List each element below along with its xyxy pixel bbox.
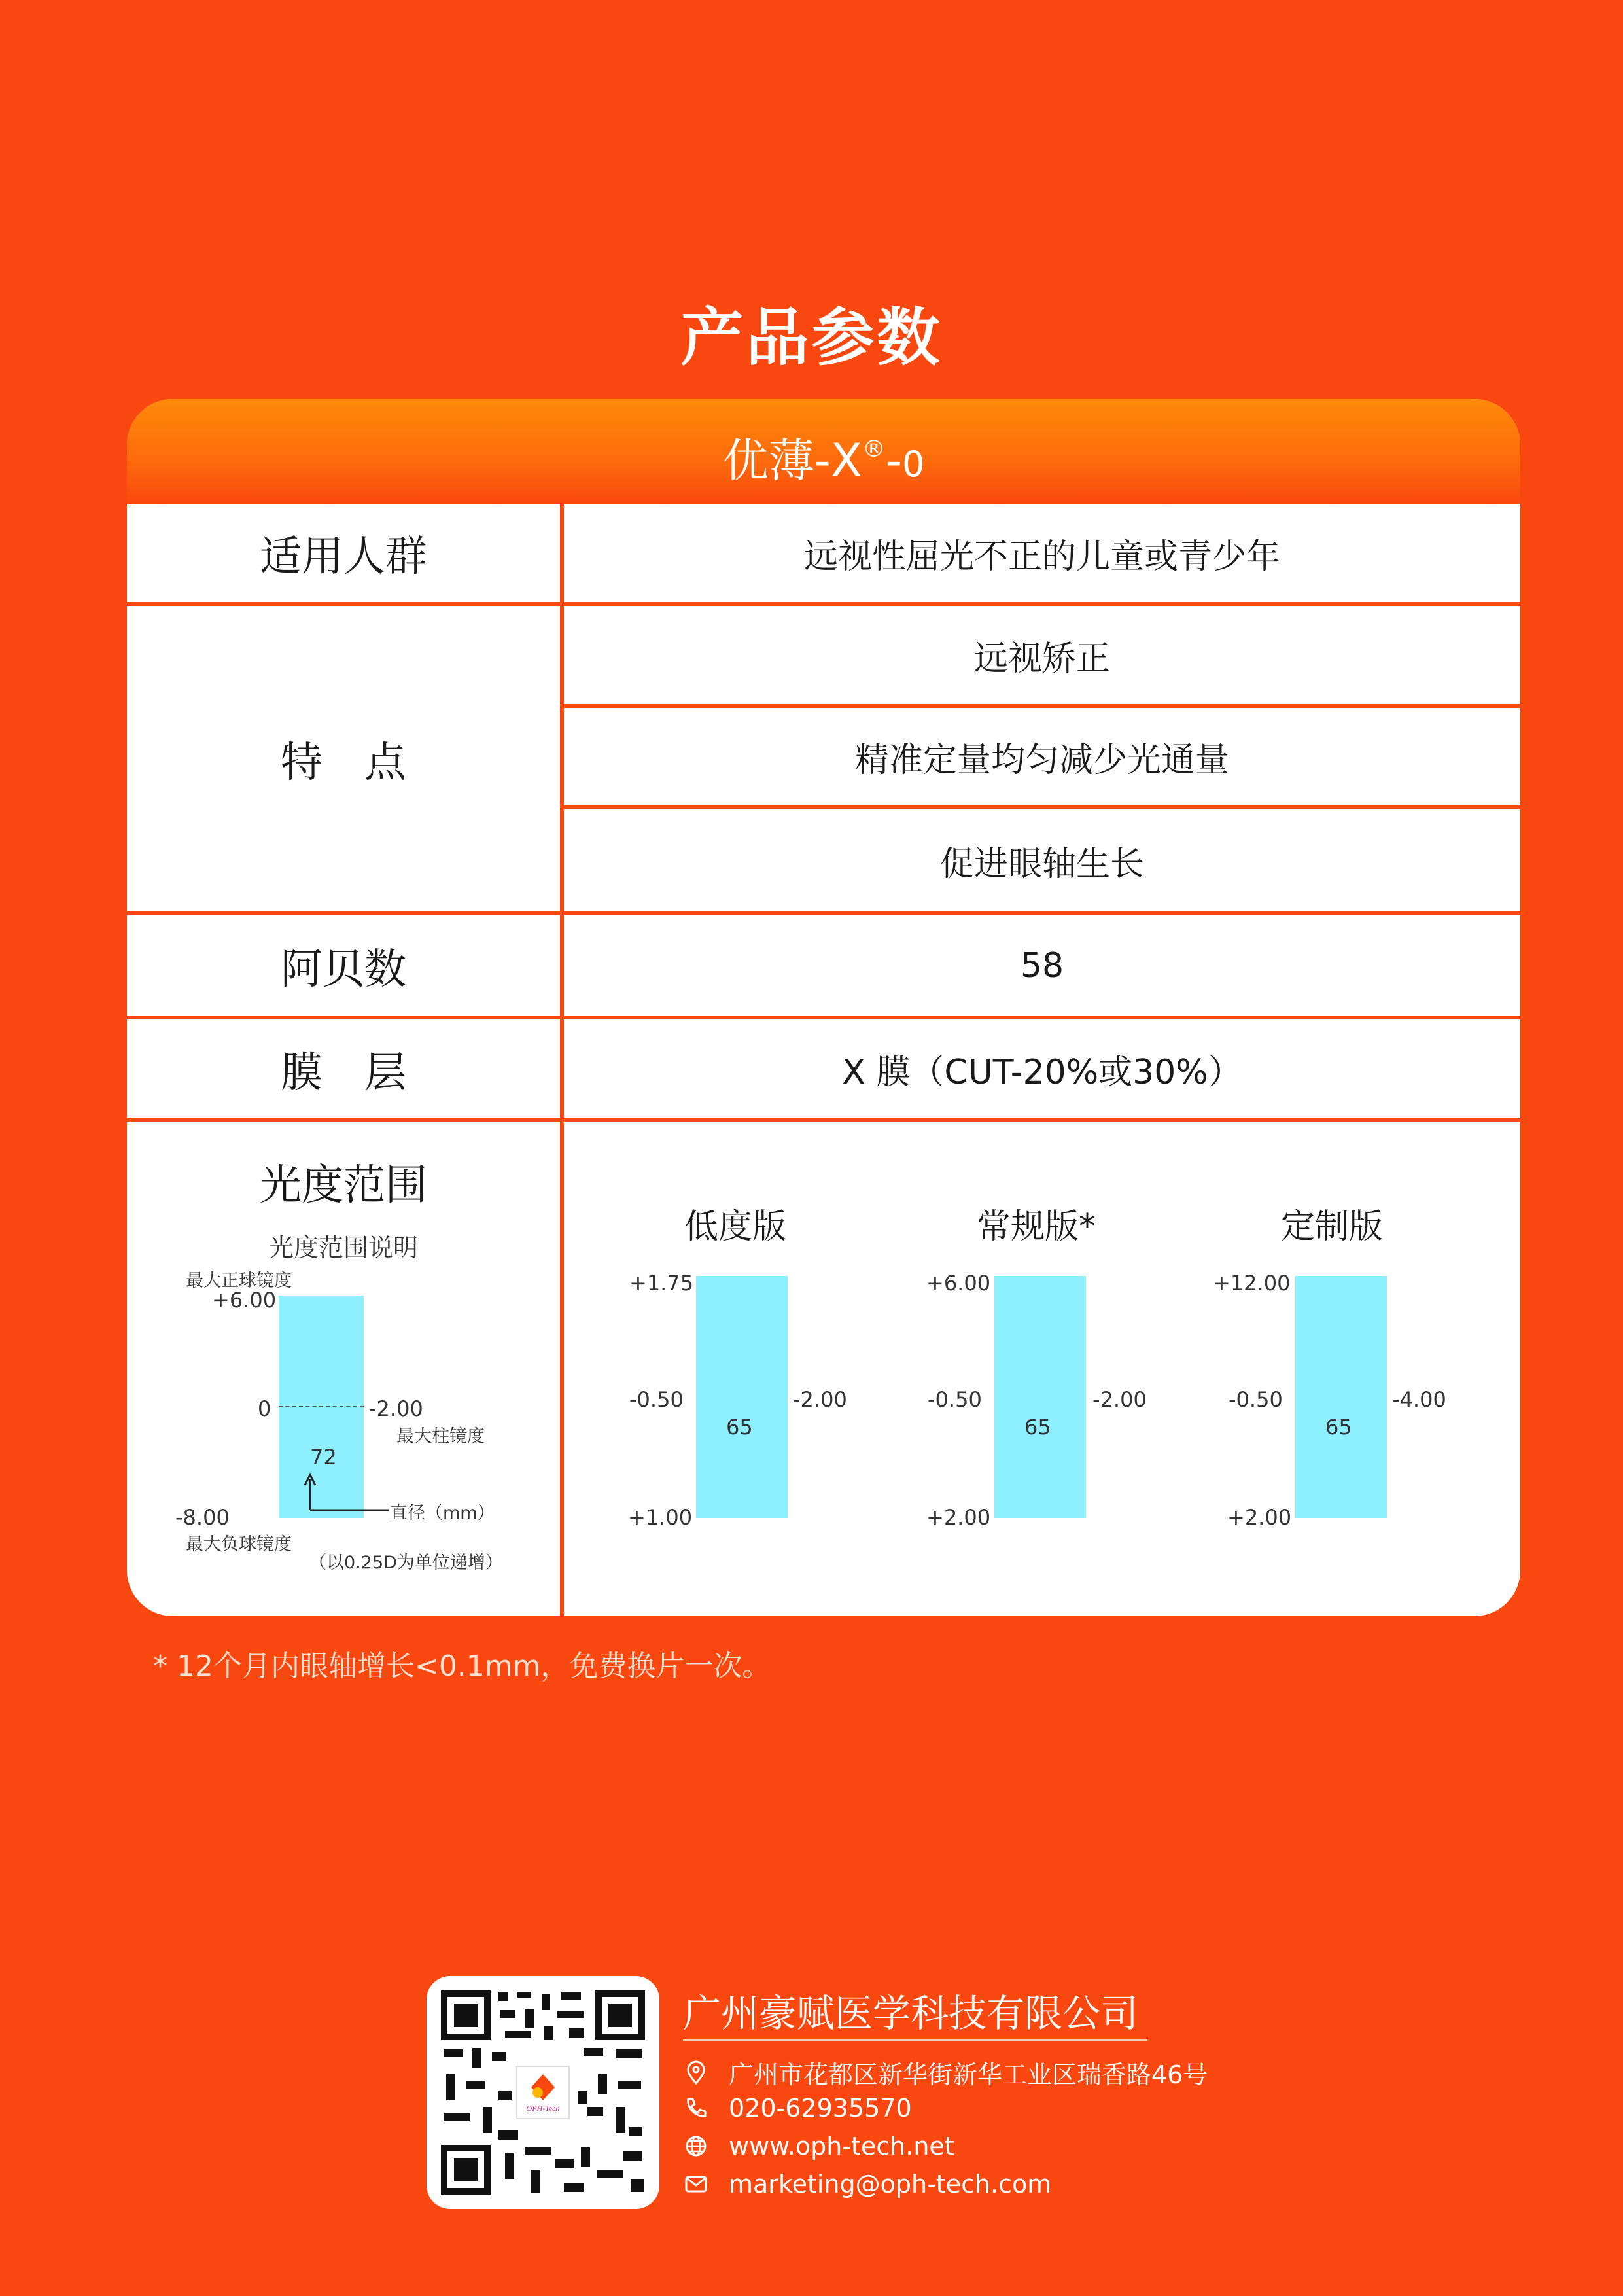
max-cyl-label: 最大柱镜度 xyxy=(396,1426,485,1447)
feature-item: 远视矫正 xyxy=(973,639,1110,679)
page-title: 产品参数 xyxy=(680,301,943,374)
max-plus-value: +6.00 xyxy=(212,1288,277,1313)
increment-note: （以0.25D为单位递增） xyxy=(309,1553,503,1573)
version-mid: -0.50 xyxy=(928,1387,982,1412)
max-minus-label: 最大负球镜度 xyxy=(186,1534,292,1555)
version-title-standard: 常规版* xyxy=(976,1207,1096,1246)
version-top: +12.00 xyxy=(1213,1271,1291,1296)
version-diameter: 65 xyxy=(726,1415,753,1439)
company-website[interactable]: www.oph-tech.net xyxy=(729,2132,954,2161)
legend-cyl-value: -2.00 xyxy=(369,1396,423,1421)
website-row xyxy=(683,2132,954,2161)
company-address: 广州市花都区新华街新华工业区瑞香路46号 xyxy=(729,2060,1208,2089)
row-divider xyxy=(127,1118,1520,1122)
version-diameter: 65 xyxy=(1024,1415,1051,1439)
features-label: 特 点 xyxy=(281,738,406,787)
version-top: +1.75 xyxy=(629,1271,694,1296)
version-top: +6.00 xyxy=(926,1271,991,1296)
phone-row xyxy=(683,2094,912,2123)
version-bottom: +2.00 xyxy=(926,1505,991,1530)
version-title-custom: 定制版 xyxy=(1280,1207,1383,1246)
max-minus-value: -8.00 xyxy=(175,1505,230,1530)
svg-text:OPH-Tech: OPH-Tech xyxy=(526,2104,560,2113)
abbe-value: 58 xyxy=(1020,945,1064,985)
legend-diameter-value: 72 xyxy=(310,1445,337,1470)
power-range-title: 光度范围 xyxy=(260,1161,427,1210)
max-plus-label: 最大正球镜度 xyxy=(186,1271,292,1291)
email-row xyxy=(683,2170,1051,2199)
feature-item: 精准定量均匀减少光通量 xyxy=(854,741,1229,780)
diameter-label: 直径（mm） xyxy=(390,1503,495,1523)
feature-item: 促进眼轴生长 xyxy=(939,844,1144,884)
version-mid: -0.50 xyxy=(1229,1387,1283,1412)
qr-code-graphic xyxy=(427,1976,659,2209)
company-email[interactable]: marketing@oph-tech.com xyxy=(729,2170,1052,2199)
product-parameter-card xyxy=(127,399,1520,1616)
target-group-label: 适用人群 xyxy=(260,533,427,581)
company-name: 广州豪赋医学科技有限公司 xyxy=(683,1991,1139,2036)
power-range-legend-title: 光度范围说明 xyxy=(268,1233,418,1262)
product-name: 优薄-X®-0 xyxy=(722,434,925,487)
company-divider xyxy=(683,2039,1147,2041)
coating-label: 膜 层 xyxy=(281,1048,406,1097)
footnote: * 12个月内眼轴增长<0.1mm，免费换片一次。 xyxy=(153,1650,771,1683)
address-row xyxy=(683,2055,1208,2091)
zero-dashed-line xyxy=(279,1406,364,1407)
target-group-value: 远视性屈光不正的儿童或青少年 xyxy=(803,537,1280,576)
coating-value: X 膜（CUT-20%或30%） xyxy=(842,1053,1242,1092)
version-bottom: +1.00 xyxy=(628,1505,693,1530)
company-phone[interactable]: 020-62935570 xyxy=(729,2094,912,2123)
globe-icon xyxy=(683,2133,709,2159)
version-cyl: -2.00 xyxy=(793,1387,847,1412)
phone-icon xyxy=(683,2095,709,2121)
version-cyl: -2.00 xyxy=(1092,1387,1147,1412)
version-cyl: -4.00 xyxy=(1392,1387,1446,1412)
zero-value: 0 xyxy=(258,1396,271,1421)
card-header xyxy=(127,399,1520,504)
location-icon xyxy=(683,2060,709,2086)
version-mid: -0.50 xyxy=(629,1387,684,1412)
qr-code-icon xyxy=(427,1976,659,2209)
version-diameter: 65 xyxy=(1325,1415,1352,1439)
version-title-low: 低度版 xyxy=(684,1207,786,1246)
abbe-label: 阿贝数 xyxy=(281,945,406,994)
version-power-bar xyxy=(1295,1276,1387,1518)
version-power-bar xyxy=(696,1276,788,1518)
version-bottom: +2.00 xyxy=(1227,1505,1292,1530)
mail-icon xyxy=(683,2171,709,2197)
diameter-arrow-icon xyxy=(304,1472,395,1511)
version-power-bar xyxy=(994,1276,1086,1518)
